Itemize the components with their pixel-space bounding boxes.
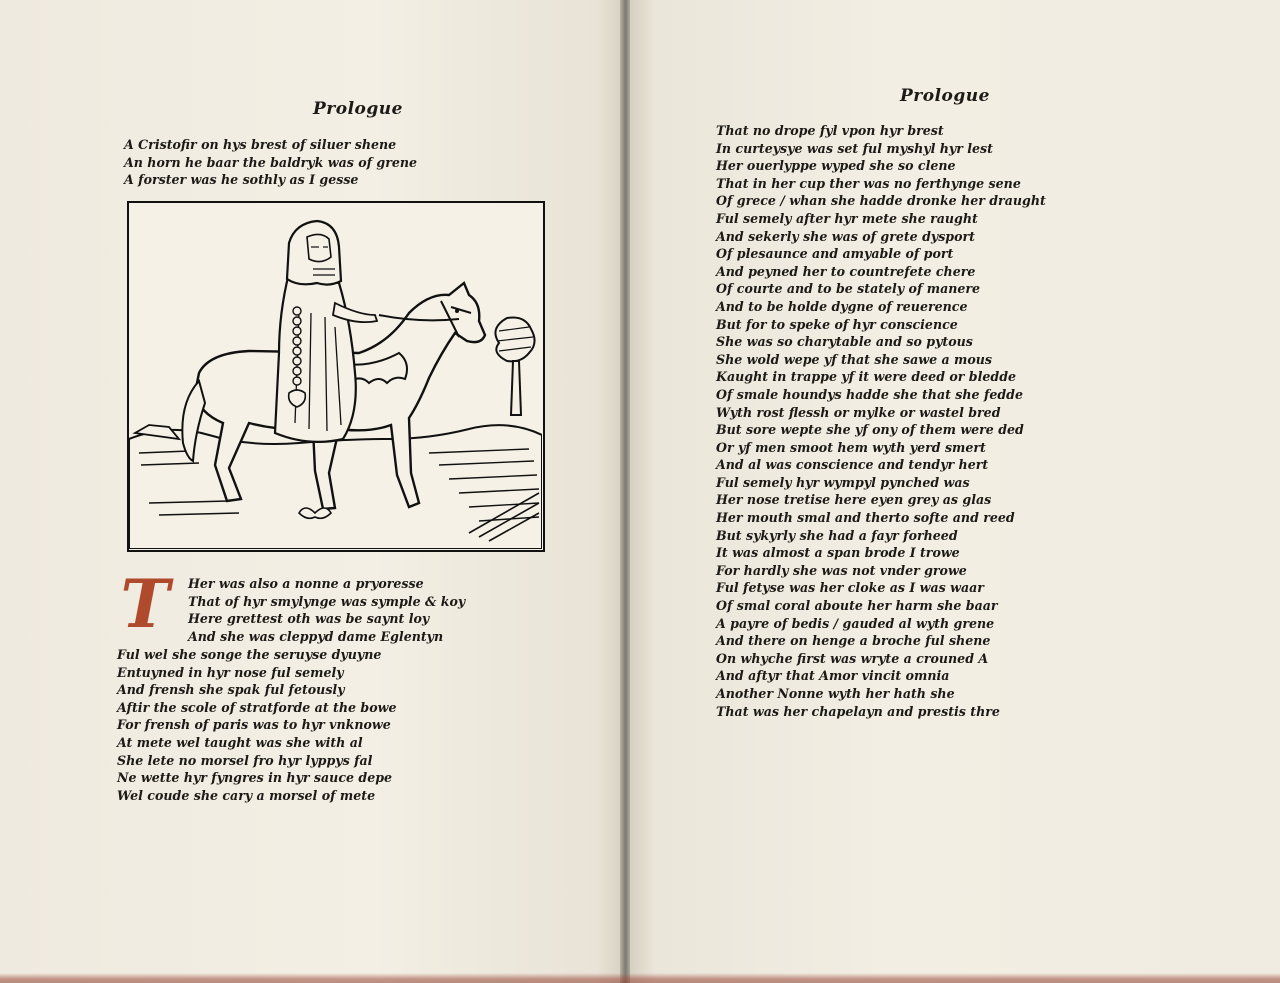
verse-line: Here grettest oth was be saynt loy xyxy=(188,611,430,627)
verse-line: Her was also a nonne a pryoresse xyxy=(188,576,424,591)
verse-line: And aftyr that Amor vincit omnia xyxy=(716,668,950,684)
verse-line: For hardly she was not vnder growe xyxy=(716,562,967,578)
verse-line: But for to speke of hyr conscience xyxy=(716,316,958,332)
left-verse-top xyxy=(124,136,417,189)
verse-line: At mete wel taught was she with al xyxy=(117,734,363,750)
verse-line: An horn he baar the baldryk was of grene xyxy=(124,154,418,170)
verse-line: A payre of bedis / gauded al wyth grene xyxy=(716,615,995,631)
verse-line: Or yf men smoot hem wyth yerd smert xyxy=(716,439,986,455)
verse-line: And sekerly she was of grete dysport xyxy=(716,228,975,244)
verse-line: Kaught in trappe yf it were deed or bledde xyxy=(716,369,1017,385)
verse-line: Of courte and to be stately of manere xyxy=(716,281,981,297)
verse-line: Entuyned in hyr nose ful semely xyxy=(117,664,344,680)
verse-line: And there on henge a broche ful shene xyxy=(716,633,991,649)
verse-line: Ne wette hyr fyngres in hyr sauce depe xyxy=(117,770,393,786)
verse-line: But sykyrly she had a fayr forheed xyxy=(716,527,958,543)
verse-line: Wyth rost flessh or mylke or wastel bred xyxy=(716,404,1001,420)
verse-line: Ful fetyse was her cloke as I was waar xyxy=(716,580,984,596)
verse-line: Another Nonne wyth her hath she xyxy=(716,686,955,701)
right-verse xyxy=(716,122,1046,720)
verse-line: Aftir the scole of stratforde at the bowe xyxy=(117,699,397,715)
verse-line: Wel coude she cary a morsel of mete xyxy=(117,787,376,803)
verse-line: Ful semely after hyr mete she raught xyxy=(716,210,978,226)
right-running-head: Prologue xyxy=(900,86,990,106)
verse-line: And to be holde dygne of reuerence xyxy=(716,298,968,314)
verse-line: That was her chapelayn and prestis thre xyxy=(716,703,1000,719)
verse-line: Ful wel she songe the seruyse dyuyne xyxy=(117,647,382,662)
verse-line: Of smal coral aboute her harm she baar xyxy=(716,598,998,614)
verse-line: She wold wepe yf that she sawe a mous xyxy=(716,351,993,367)
verse-line: Of plesaunce and amyable of port xyxy=(716,246,954,262)
verse-line: She was so charytable and so pytous xyxy=(716,334,973,350)
verse-line: Her ouerlyppe wyped she so clene xyxy=(716,158,956,174)
right-page xyxy=(630,0,1280,983)
decorated-initial: T xyxy=(120,565,170,643)
left-verse-bottom xyxy=(117,646,396,804)
verse-line: On whyche first was wryte a crouned A xyxy=(716,650,989,666)
verse-line: That of hyr smylynge was symple & koy xyxy=(188,593,466,609)
verse-line: A forster was he sothly as I gesse xyxy=(124,172,359,188)
verse-line: That no drope fyl vpon hyr brest xyxy=(716,123,944,138)
verse-line: But sore wepte she yf ony of them were ded xyxy=(716,422,1024,438)
page-edge xyxy=(0,973,1280,983)
verse-line: For frensh of paris was to hyr vnknowe xyxy=(117,717,391,733)
verse-line: Of smale houndys hadde she that she fedde xyxy=(716,386,1023,402)
verse-line: It was almost a span brode I trowe xyxy=(716,545,960,561)
verse-line: In curteysye was set ful myshyl hyr lest xyxy=(716,140,993,156)
verse-line: A Cristofir on hys brest of siluer shene xyxy=(124,137,397,152)
verse-line: She lete no morsel fro hyr lyppys fal xyxy=(117,752,373,768)
verse-line: Of grece / whan she hadde dronke her draught xyxy=(716,193,1046,209)
woodcut-illustration xyxy=(127,201,545,552)
prioress-on-horse-woodcut xyxy=(129,203,542,549)
verse-line: And she was cleppyd dame Eglentyn xyxy=(188,628,444,644)
verse-line: Her mouth smal and therto softe and reed xyxy=(716,510,1015,526)
verse-line: And al was conscience and tendyr hert xyxy=(716,457,989,473)
left-running-head: Prologue xyxy=(313,99,403,119)
verse-line: And peyned her to countrefete chere xyxy=(716,263,976,279)
verse-line: And frensh she spak ful fetously xyxy=(117,682,345,698)
verse-line: That in her cup ther was no ferthynge sene xyxy=(716,175,1021,191)
left-page xyxy=(0,0,622,983)
verse-line: Ful semely hyr wympyl pynched was xyxy=(716,474,970,490)
left-verse-indented xyxy=(106,575,465,645)
verse-line: Her nose tretise here eyen grey as glas xyxy=(716,492,992,508)
